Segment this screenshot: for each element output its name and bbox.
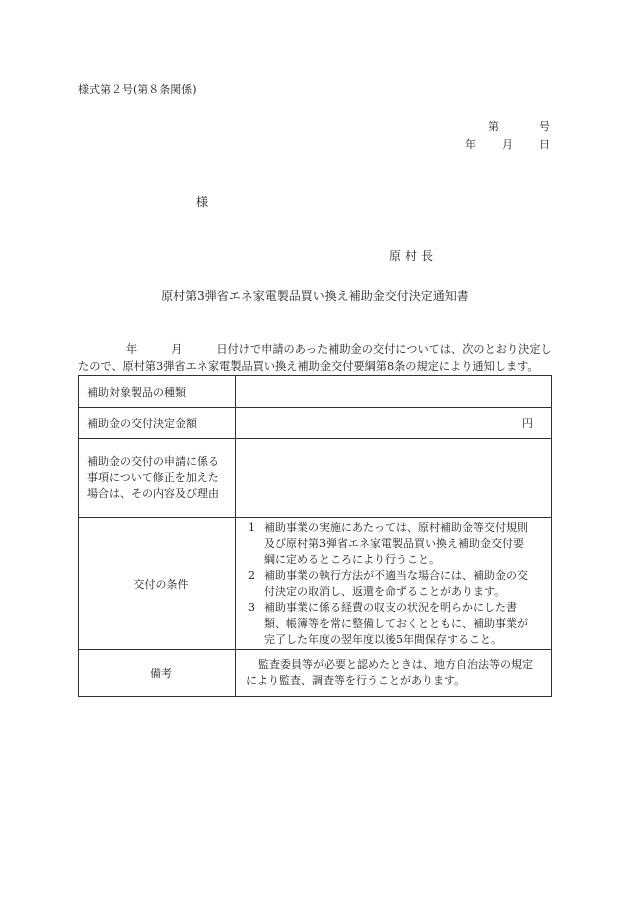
body-year-label: 年 (126, 343, 138, 356)
document-title: 原村第3弾省エネ家電製品買い換え補助金交付決定通知書 (161, 289, 469, 303)
value-grant-amount: 円 (236, 408, 552, 439)
label-remarks: 備考 (79, 650, 236, 697)
date-year-label: 年 (465, 138, 476, 151)
table-row (79, 408, 552, 439)
recipient-honorific: 様 (196, 195, 209, 209)
condition-text: 補助事業の実施にあたっては、原村補助金等交付規則及び原村第3弾省エネ家電製品買い換え補助金交付要綱に定めるところにより行うこと。 (264, 520, 528, 566)
date-month-label: 月 (502, 138, 513, 151)
label-grant-amount: 補助金の交付決定金額 (79, 408, 236, 439)
document-number (488, 118, 550, 134)
value-conditions (236, 518, 552, 650)
label-product-type: 補助対象製品の種類 (79, 376, 236, 408)
list-item (246, 520, 533, 568)
value-remarks: 監査委員等が必要と認めたときは、地方自治法等の規定により監査、調査等を行うことがあります。 (236, 650, 552, 697)
condition-text: 補助事業の執行方法が不適当な場合には、補助金の交付決定の取消し、返還を命ずることがあります。 (264, 568, 528, 598)
form-number: 様式第２号(第８条関係) (78, 83, 197, 96)
condition-number: 1 (248, 520, 255, 534)
table-row (79, 376, 552, 408)
number-label-go: 号 (539, 120, 550, 133)
label-conditions: 交付の条件 (79, 518, 236, 650)
conditions-list (246, 520, 533, 648)
value-product-type (236, 376, 552, 408)
table-row (79, 518, 552, 650)
body-text: 日付けで申請のあった補助金の交付については、次のとおり決定したので、原村第3弾省エネ家電製品買い換え補助金交付要綱第8条の規定により通知します。 (78, 343, 552, 373)
condition-text: 補助事業に係る経費の収支の状況を明らかにした書類、帳簿等を常に整備しておくとともに、補助事業が完了した年度の翌年度以後5年間保存すること。 (264, 600, 528, 646)
condition-number: 2 (248, 568, 255, 582)
list-item (246, 568, 533, 600)
table-row (79, 650, 552, 697)
list-item (246, 600, 533, 648)
date-day-label: 日 (539, 138, 550, 151)
table-row (79, 439, 552, 518)
label-modification: 補助金の交付の申請に係る事項について修正を加えた場合は、その内容及び理由 (79, 439, 236, 518)
value-modification (236, 439, 552, 518)
body-month-label: 月 (171, 343, 183, 356)
issuer-name: 原村長 (389, 249, 438, 263)
issue-date (465, 136, 550, 152)
body-paragraph (78, 341, 552, 375)
subsidy-table (78, 375, 552, 697)
condition-number: 3 (248, 600, 255, 614)
number-label-dai: 第 (488, 120, 499, 133)
